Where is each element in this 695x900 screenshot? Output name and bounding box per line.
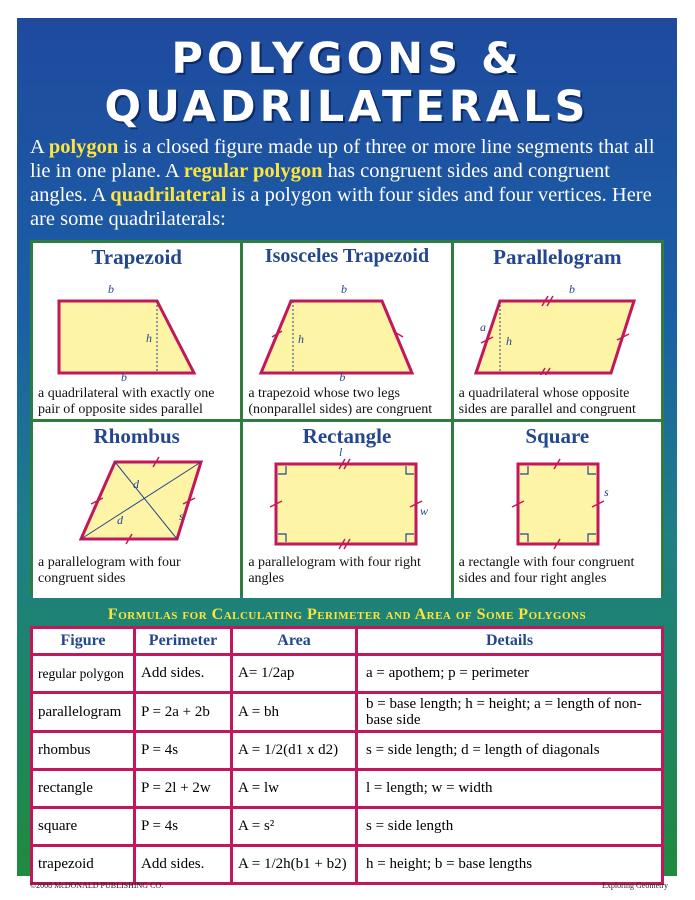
trapezoid-diagram <box>33 265 240 375</box>
svg-text:b: b <box>568 282 575 296</box>
svg-text:w: w <box>420 504 429 518</box>
col-header: Figure <box>32 628 135 655</box>
cell-figure: parallelogram <box>32 693 135 732</box>
svg-text:d: d <box>133 477 139 491</box>
cell-details: b = base length; h = height; a = length of non-base side <box>357 693 663 732</box>
cell-figure: trapezoid <box>32 846 135 884</box>
table-row <box>32 655 663 693</box>
card-description: a parallelogram with four congruent sides <box>38 555 181 586</box>
card-description: a parallelogram with four right angles <box>248 555 421 586</box>
shapes-grid <box>30 240 664 595</box>
table-row <box>32 770 663 808</box>
cell-figure: square <box>32 808 135 846</box>
card-description: a rectangle with four congruent sides and four right angles <box>458 555 635 586</box>
rhombus-diagram <box>33 444 240 564</box>
formulas-title: Formulas for Calculating Perimeter and Area of Some Polygons <box>107 606 587 623</box>
card-title: Trapezoid <box>91 245 182 269</box>
card-rhombus <box>33 422 240 598</box>
col-header: Perimeter <box>135 628 232 655</box>
table-header-row <box>32 628 663 655</box>
card-description: a quadrilateral with exactly one pair of opposite sides parallel <box>38 386 215 417</box>
cell-figure: rectangle <box>32 770 135 808</box>
cell-details: h = height; b = base lengths <box>357 846 663 884</box>
cell-area: A = 1/2(d1 x d2) <box>232 732 357 770</box>
footer-series: Exploring Geometry <box>602 881 668 890</box>
formulas-table <box>30 626 664 885</box>
card-description: a quadrilateral whose opposite sides are parallel and congruent <box>458 386 636 417</box>
svg-text:h: h <box>505 334 512 348</box>
label-b-bottom: b <box>339 370 346 384</box>
cell-area: A = bh <box>232 693 357 732</box>
cell-details: s = side length <box>357 808 663 846</box>
cell-figure: rhombus <box>32 732 135 770</box>
card-parallelogram <box>454 243 661 419</box>
cell-area: A = 1/2h(b1 + b2) <box>232 846 357 884</box>
cell-perimeter: P = 4s <box>135 808 232 846</box>
card-square <box>454 422 661 598</box>
svg-text:b: b <box>108 282 114 296</box>
svg-text:s: s <box>179 509 184 523</box>
keyword-quadrilateral: quadrilateral <box>110 184 227 206</box>
cell-perimeter: Add sides. <box>135 655 232 693</box>
intro-paragraph: A polygon is a closed figure made up of three or more line segments that all lie in one plane. A regular polygon has congruent sides and congruent angles. A quadrilateral is a polygon with four sides and four vertices. Here are some quadrilaterals: <box>30 136 655 230</box>
svg-text:h: h <box>298 332 305 346</box>
title-line-1: POLYGONS & <box>171 34 523 84</box>
card-isosceles-trapezoid <box>243 243 450 419</box>
cell-perimeter: P = 4s <box>135 732 232 770</box>
cell-perimeter: P = 2l + 2w <box>135 770 232 808</box>
parallelogram-diagram <box>454 265 661 375</box>
col-header: Area <box>232 628 357 655</box>
svg-text:a: a <box>479 320 486 334</box>
table-row <box>32 846 663 884</box>
svg-text:l: l <box>339 445 343 459</box>
table-row <box>32 732 663 770</box>
card-trapezoid <box>33 243 240 419</box>
svg-text:d: d <box>117 513 123 527</box>
keyword-polygon: polygon <box>48 136 119 158</box>
cell-perimeter: P = 2a + 2b <box>135 693 232 732</box>
col-header: Details <box>357 628 663 655</box>
card-title: Rectangle <box>302 424 392 448</box>
card-title: Isosceles Trapezoid <box>264 245 430 267</box>
cell-area: A= 1/2ap <box>232 655 357 693</box>
card-rectangle <box>243 422 450 598</box>
cell-perimeter: Add sides. <box>135 846 232 884</box>
rectangle-diagram <box>243 444 450 564</box>
cell-area: A = s² <box>232 808 357 846</box>
cell-figure: regular polygon <box>32 655 135 693</box>
cell-details: l = length; w = width <box>357 770 663 808</box>
isosceles-trapezoid-diagram <box>243 265 450 375</box>
keyword-regular-polygon: regular polygon <box>183 160 323 182</box>
card-title: Rhombus <box>93 424 180 448</box>
square-diagram <box>454 444 661 564</box>
card-title: Square <box>525 424 590 448</box>
title-line-2: QUADRILATERALS <box>104 82 590 132</box>
label-b-bottom: b <box>121 370 127 384</box>
card-title: Parallelogram <box>493 245 622 269</box>
footer-copyright: ©2008 McDONALD PUBLISHING CO. <box>30 881 164 890</box>
card-description: a trapezoid whose two legs (nonparallel sides) are congruent <box>248 386 433 417</box>
cell-details: s = side length; d = length of diagonals <box>357 732 663 770</box>
poster <box>17 18 677 876</box>
cell-area: A = lw <box>232 770 357 808</box>
svg-text:s: s <box>603 485 609 499</box>
svg-text:b: b <box>341 282 348 296</box>
svg-text:h: h <box>146 331 152 345</box>
cell-details: a = apothem; p = perimeter <box>357 655 663 693</box>
table-row <box>32 693 663 732</box>
table-row <box>32 808 663 846</box>
